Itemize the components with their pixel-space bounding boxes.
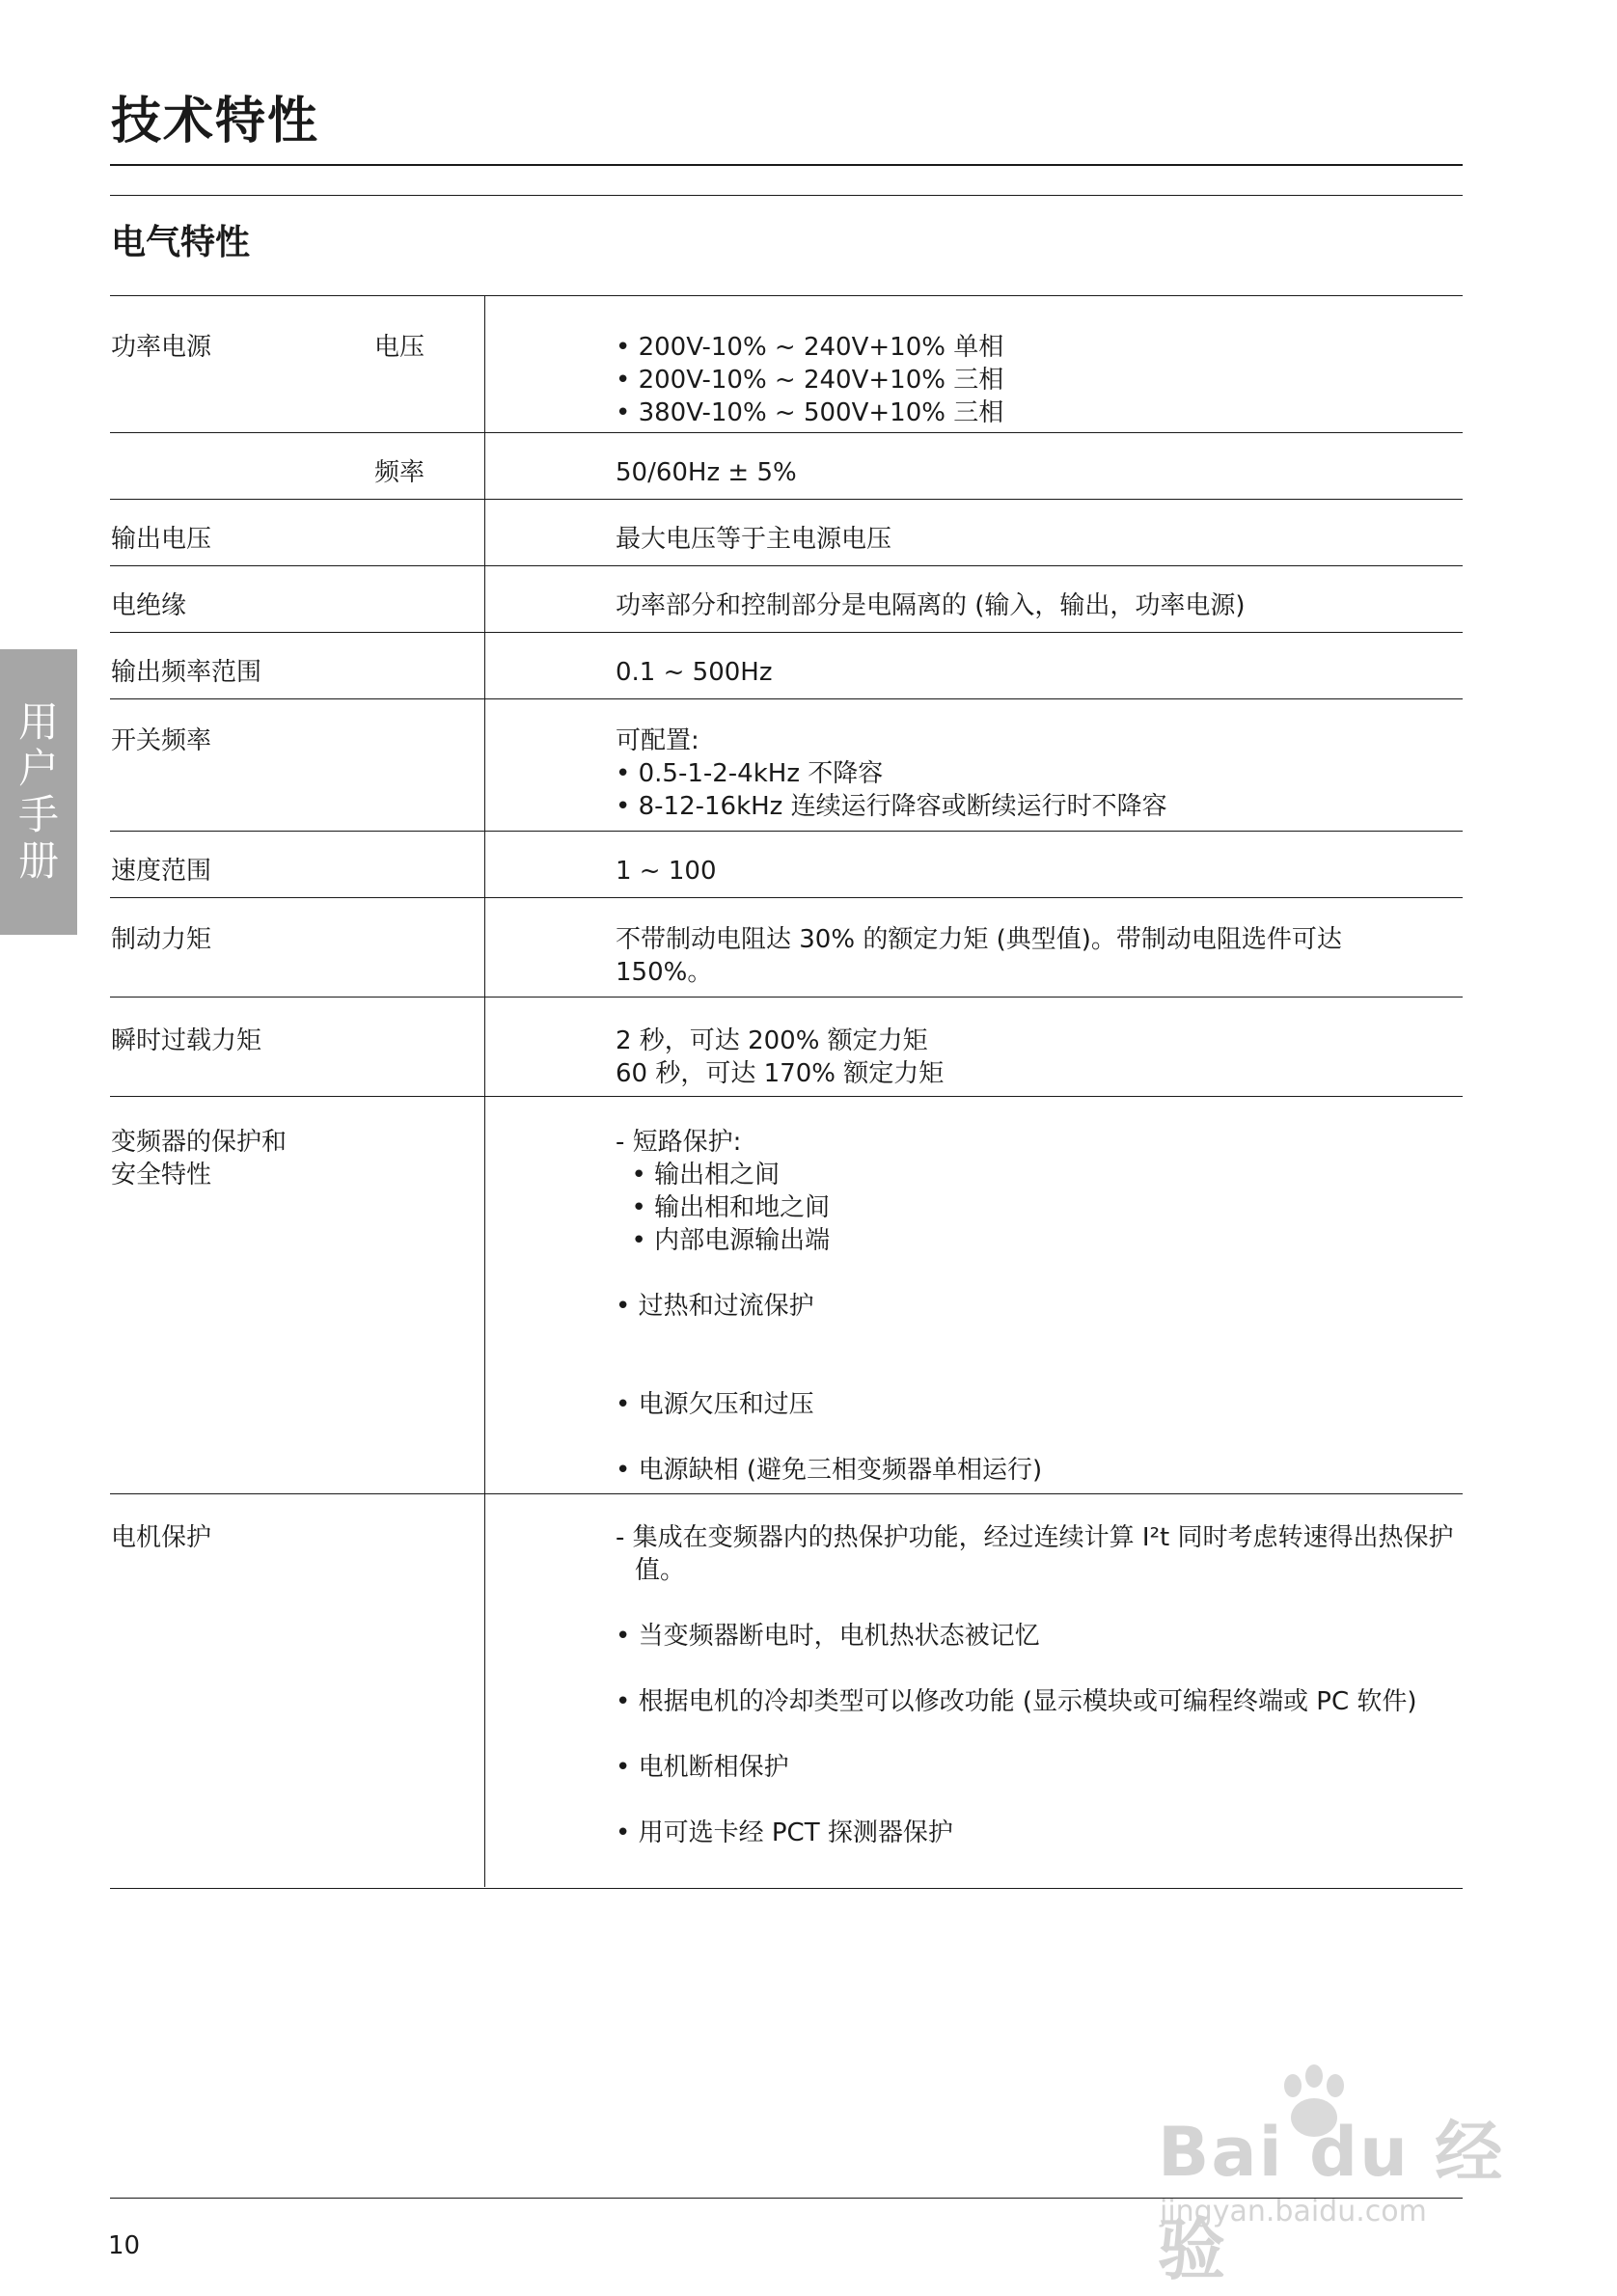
row-value [616,923,1463,989]
value-line: 最大电压等于主电源电压 [616,525,892,554]
value-line: - 集成在变频器内的热保护功能，经过连续计算 I²t 同时考虑转速得出热保护值。 [616,1523,1454,1585]
row-value [616,589,1463,622]
value-line: 不带制动电阻达 30% 的额定力矩 (典型值)。带制动电阻选件可达 [616,925,1342,954]
value-line: • 8-12-16kHz 连续运行降容或断续运行时不降容 [616,792,1167,821]
row-label [111,1126,287,1191]
row-value [616,331,1463,429]
spec-table [110,295,1463,1889]
side-tab-char: 手 [17,791,59,838]
value-line: • 200V-10% ~ 240V+10% 单相 [616,333,1004,362]
row-label: 功率电源 [111,333,212,362]
value-line: • 电机断相保护 [616,1753,789,1782]
title-rule [110,164,1463,166]
value-line: 可配置: [616,726,699,755]
value-line: • 输出相之间 [616,1161,781,1189]
row-label: 开关频率 [111,726,212,755]
side-tab-user-manual [0,649,77,935]
row-value [616,724,1463,823]
value-line: - 短路保护: [616,1128,742,1157]
value-line: • 输出相和地之间 [616,1193,831,1222]
table-row-speed-range [110,832,1463,898]
table-row-output-frequency [110,633,1463,699]
value-line: 50/60Hz ± 5% [616,458,797,487]
value-line: • 380V-10% ~ 500V+10% 三相 [616,398,1004,427]
row-label: 电机保护 [111,1523,212,1552]
row-value [616,1521,1463,1849]
row-value [616,1126,1463,1487]
side-tab-char: 用 [17,698,59,746]
table-row-overload-torque [110,998,1463,1097]
table-row-insulation [110,566,1463,633]
row-label: 电绝缘 [111,591,187,620]
value-line: 60 秒，可达 170% 额定力矩 [616,1059,945,1088]
row-sublabel: 频率 [374,458,425,487]
value-line: • 电源欠压和过压 [616,1390,814,1419]
row-label: 输出频率范围 [111,658,262,687]
table-row-power-voltage [110,296,1463,433]
row-label-line: 变频器的保护和 [111,1128,288,1157]
page-title: 技术特性 [111,92,320,150]
value-line: 功率部分和控制部分是电隔离的 (输入，输出，功率电源) [616,591,1246,620]
row-value [616,456,1463,489]
value-line: • 用可选卡经 PCT 探测器保护 [616,1818,953,1847]
row-sublabel: 电压 [374,333,425,362]
table-row-output-voltage [110,500,1463,566]
value-line: • 根据电机的冷却类型可以修改功能 (显示模块或可编程终端或 PC 软件) [616,1687,1417,1716]
watermark-logo: Bai du 经验 [1158,2113,1505,2289]
row-value [616,523,1463,556]
row-label: 瞬时过载力矩 [111,1026,262,1055]
value-line: • 当变频器断电时，电机热状态被记忆 [616,1622,1040,1651]
table-row-drive-protection [110,1097,1463,1494]
watermark-url: jingyan.baidu.com [1160,2195,1427,2228]
side-tab-char: 册 [17,837,59,885]
row-label: 速度范围 [111,857,212,886]
row-value [616,1025,1463,1090]
baidu-watermark [1148,2064,1534,2289]
section-title: 电气特性 [111,222,251,262]
table-row-motor-protection [110,1494,1463,1889]
row-label: 制动力矩 [111,925,212,954]
row-value [616,855,1463,888]
page-number: 10 [108,2231,141,2260]
table-row-power-frequency [110,433,1463,500]
column-divider [484,295,485,1887]
title-rule-thin [110,195,1463,196]
value-line: 150%。 [616,958,713,987]
row-label: 输出电压 [111,525,212,554]
value-line: • 过热和过流保护 [616,1292,814,1321]
value-line: 0.1 ~ 500Hz [616,658,773,687]
value-line: • 0.5-1-2-4kHz 不降容 [616,759,884,788]
value-line: 1 ~ 100 [616,857,717,886]
row-label-line: 安全特性 [111,1161,212,1189]
row-value [616,656,1463,689]
value-line: 2 秒，可达 200% 额定力矩 [616,1026,928,1055]
value-line: • 内部电源输出端 [616,1226,831,1255]
value-line: • 200V-10% ~ 240V+10% 三相 [616,366,1004,395]
side-tab-char: 户 [17,745,59,792]
value-line: • 电源缺相 (避免三相变频器单相运行) [616,1456,1043,1485]
table-row-braking-torque [110,898,1463,998]
table-row-switching-frequency [110,699,1463,832]
